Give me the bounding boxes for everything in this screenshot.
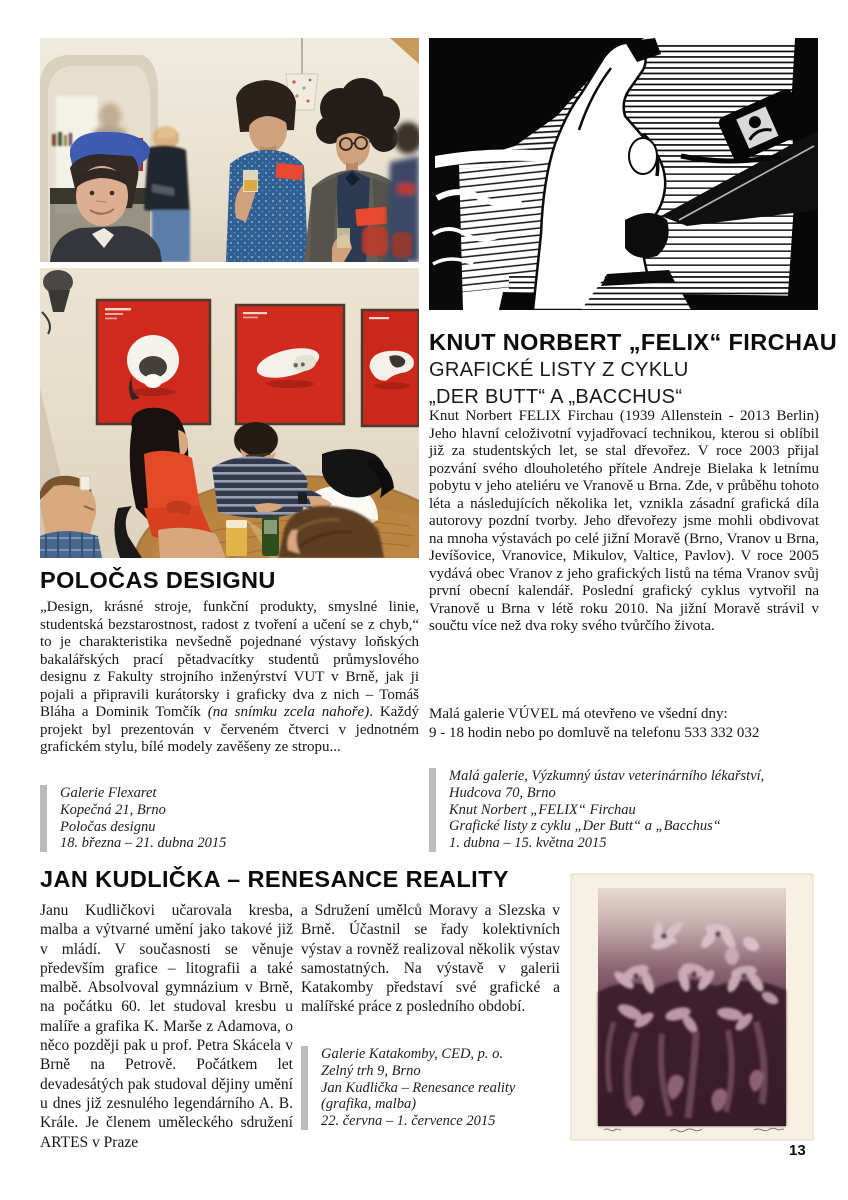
polocas-title: POLOČAS DESIGNU bbox=[40, 567, 276, 593]
polocas-body-start: „Design, krásné stroje, funkční produkty, smyslné linie, studentská bezstarostnost, radost z tvoření a učení se z chyb,“ to je charakteristika nevšedně pojednané výstavy loňských bakalářských prací pětadvacítky studentů průmyslového designu z Fakulty strojního inženýrství VUT v Brně, jak ji pojali a připravili kurátorsky i graficky dva z nich – Tomáš Bláha a Dominik Tomčík bbox=[40, 599, 419, 720]
page-number: 13 bbox=[789, 1142, 806, 1159]
kudlicka-column1: Janu Kudličkovi učarovala kresba, malba a výtvarné umění jako takové již v mládí. V současnosti se věnuje především grafice – litografii a také malbě. Absolvoval gymnázium v Brně, na počátku 60. let studoval kresbu u malíře a grafika K. Marše z Adamova, o něco později pak u prof. Petra Skácela v Brně na Petrově. Počátkem let devadesátých pak studoval dějiny umění u dnes již zesnulého legendárního A. B. Krále. Je členem uměleckého sdružení ARTES v Praze bbox=[40, 902, 293, 1151]
firchau-opening-hours bbox=[429, 705, 759, 743]
firchau-body: Knut Norbert FELIX Firchau (1939 Allenstein - 2013 Berlin) Jeho hlavní celoživotní vyjadřovací technikou, kterou si oblíbil již za studentských let, se stal dřevořez. V roce 2003 přijal pozvání svého dlouholetého přítele Andreje Bielaka k letnímu pobytu v jeho ateliéru ve Vranově u Brna. Zde, v průběhu tohoto léta a následujících několika let, vznikla zásadní grafická díla autorovy pozdní tvorby. Jeho dřevořezy jsme mohli obdivovat na mnoha výstavách po celé jižní Moravě (Brno, Vranov u Brna, Jevíšovice, Vranovice, Mikulov, Valtice, Pavlov). V roce 2005 vydává obec Vranov z jeho grafických listů na téma Vranov svůj první obecní kalendář. Poslední grafický cyklus vytvořil na Vranově u Brna v létě roku 2010. Na jižní Moravě strávil v součtu více než dva roky svého tvůrčího života. bbox=[429, 408, 819, 634]
exhibition-table-photo-image bbox=[40, 268, 419, 558]
flower-lithograph bbox=[566, 872, 818, 1144]
credit-line: 1. dubna – 15. května 2015 bbox=[449, 835, 607, 852]
firchau-subtitle bbox=[429, 357, 689, 410]
credit-line: (grafika, malba) bbox=[321, 1096, 417, 1113]
credit-line: Galerie Flexaret bbox=[60, 785, 157, 801]
kudlicka-title: JAN KUDLIČKA – RENESANCE REALITY bbox=[40, 866, 509, 892]
firchau-subtitle-line2: „DER BUTT“ A „BACCHUS“ bbox=[429, 385, 683, 408]
opening-hours-line2: 9 - 18 hodin nebo po domluvě na telefonu 533 332 032 bbox=[429, 725, 760, 741]
credit-line: Zelný trh 9, Brno bbox=[321, 1062, 421, 1079]
credit-line: Jan Kudlička – Renesance reality bbox=[321, 1079, 516, 1096]
woodcut-print bbox=[429, 38, 818, 310]
opening-hours-line1: Malá galerie VÚVEL má otevřeno ve všední dny: bbox=[429, 706, 728, 722]
vernissage-photo-image bbox=[40, 38, 419, 262]
credit-line: Knut Norbert „FELIX“ Firchau bbox=[449, 801, 636, 818]
polocas-credits bbox=[40, 785, 360, 852]
credit-line: Galerie Katakomby, CED, p. o. bbox=[321, 1046, 504, 1062]
exhibition-table-photo bbox=[40, 268, 419, 558]
credit-line: Kopečná 21, Brno bbox=[60, 801, 166, 818]
credit-line: Hudcova 70, Brno bbox=[449, 784, 556, 801]
flower-lithograph-image bbox=[566, 872, 818, 1144]
credit-line: 22. června – 1. července 2015 bbox=[321, 1113, 496, 1130]
vernissage-photo bbox=[40, 38, 419, 262]
credit-line: 18. března – 21. dubna 2015 bbox=[60, 835, 227, 852]
firchau-credits bbox=[429, 768, 832, 852]
kudlicka-credits bbox=[301, 1046, 580, 1130]
firchau-title: KNUT NORBERT „FELIX“ FIRCHAU bbox=[429, 329, 838, 355]
credit-line: Poločas designu bbox=[60, 818, 156, 835]
credit-line: Malá galerie, Výzkumný ústav veterinárního lékařství, bbox=[449, 768, 765, 784]
kudlicka-column2: a Sdružení umělců Moravy a Slezska v Brně. Účastnil se řady kolektivních výstav a rovněž realizoval několik výstav samostatných. Na výstavě v galerii Katakomby představí své grafické a malířské práce z posledního období. bbox=[301, 902, 560, 1016]
firchau-subtitle-line1: GRAFICKÉ LISTY Z CYKLU bbox=[429, 359, 689, 381]
woodcut-print-image bbox=[429, 38, 818, 310]
polocas-body bbox=[40, 599, 419, 757]
credit-line: Grafické listy z cyklu „Der Butt“ a „Bacchus“ bbox=[449, 818, 721, 835]
polocas-body-italic: (na snímku zcela nahoře) bbox=[207, 704, 370, 720]
polocas-body-end: . Každý projekt byl prezentován v červeném čtverci v jednotném grafickém stylu, bílé modely zavěšeny ze stropu... bbox=[40, 704, 419, 755]
